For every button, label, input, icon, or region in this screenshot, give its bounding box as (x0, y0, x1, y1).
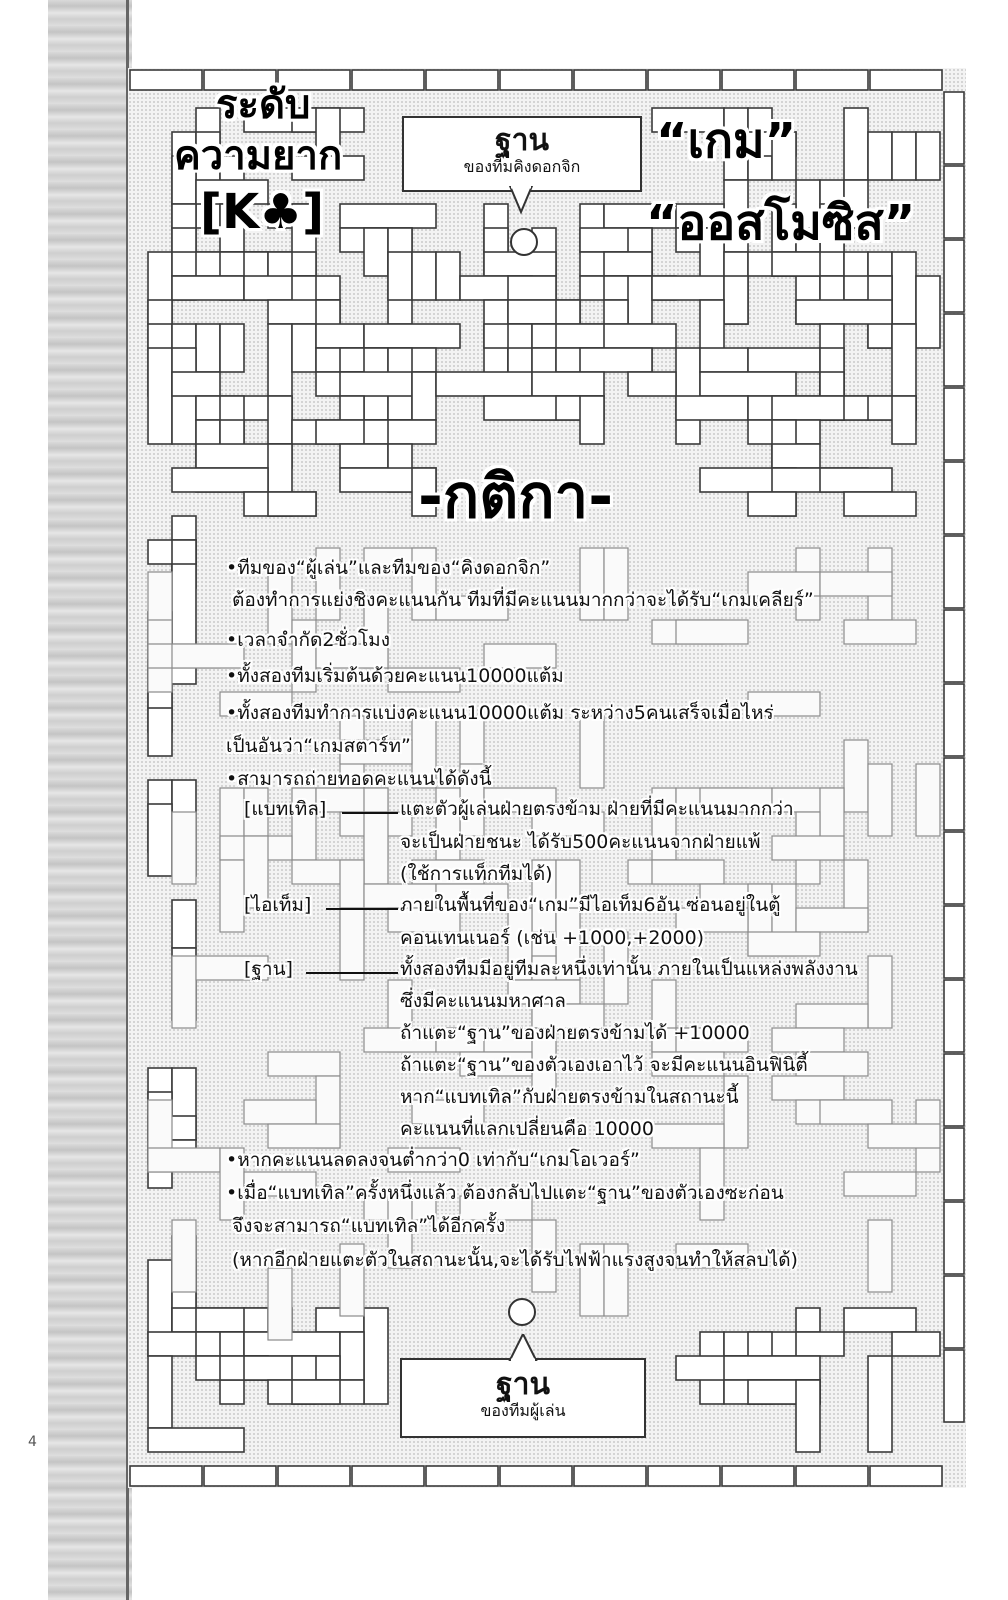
border-block (944, 684, 964, 756)
game-title-line1: “เกม” (656, 113, 797, 169)
container-block (916, 276, 940, 348)
background-container-block (844, 740, 868, 812)
top-base-pointer (506, 186, 536, 216)
base-tag: [ฐาน] (244, 958, 293, 980)
container-block (676, 396, 748, 420)
background-container-block (820, 1100, 892, 1124)
bottom-base-subtitle: ของทีมผู้เล่น (480, 1401, 566, 1420)
border-block (944, 1128, 964, 1200)
border-block (870, 70, 942, 90)
background-container-block (796, 908, 868, 932)
border-block (574, 1466, 646, 1486)
rule-5: •สามารถถ่ายทอดคะแนนได้ดังนี้ (226, 768, 492, 790)
game-title-line2: “ออสโมซิส” (646, 195, 916, 251)
border-block (944, 314, 964, 386)
page-number: 4 (28, 1434, 37, 1450)
container-block (748, 492, 796, 516)
background-container-block (652, 1124, 724, 1148)
background-container-block (820, 572, 892, 596)
base-line-3: ถ้าแตะ“ฐาน”ของฝ่ายตรงข้ามได้ +10000 (400, 1022, 750, 1044)
container-block (364, 228, 388, 276)
container-block (412, 252, 436, 300)
container-block (772, 444, 820, 468)
container-block (268, 396, 292, 444)
top-base-circle (510, 228, 538, 256)
background-container-block (868, 956, 892, 1028)
container-block (580, 348, 652, 372)
base-line-1: ทั้งสองทีมมีอยู่ทีมละหนึ่งเท่านั้น ภายในเป็นแหล่งพลังงาน (400, 958, 858, 980)
background-container-block (172, 812, 196, 884)
background-container-block (172, 1220, 196, 1292)
container-block (796, 1380, 820, 1452)
background-container-block (868, 764, 892, 836)
container-block (292, 1380, 340, 1404)
container-block (844, 108, 868, 180)
border-block (944, 1054, 964, 1126)
background-container-block (268, 1052, 340, 1076)
container-block (796, 1332, 844, 1356)
border-block (352, 1466, 424, 1486)
rule-1-line-2: ต้องทำการแย่งชิงคะแนนกัน ทีมที่มีคะแนนมากกว่าจะได้รับ“เกมเคลียร์” (232, 589, 814, 611)
container-block (340, 372, 412, 396)
container-block (628, 372, 676, 396)
border-block (944, 240, 964, 312)
container-block (532, 372, 604, 396)
item-dash (326, 908, 398, 910)
container-block (148, 348, 172, 444)
background-container-block (844, 620, 916, 644)
bottom-base-label-box (400, 1358, 646, 1438)
rule-4-line-1: •ทั้งสองทีมทำการแบ่งคะแนน10000แต้ม ระหว่าง5คนเสร็จเมื่อไหร่ (226, 702, 774, 724)
container-block (364, 324, 460, 348)
container-block (748, 348, 820, 372)
border-block (944, 92, 964, 164)
border-block (722, 1466, 794, 1486)
background-container-block (220, 860, 244, 932)
border-block (648, 70, 720, 90)
container-block (892, 396, 916, 444)
battle-line-1: แตะตัวผู้เล่นฝ่ายตรงข้าม ฝ่ายที่มีคะแนนมากกว่า (400, 798, 794, 820)
top-base-label-box (402, 116, 642, 192)
border-block (944, 906, 964, 978)
container-block (340, 204, 436, 228)
container-block (580, 396, 604, 444)
container-block (364, 1308, 388, 1404)
item-tag: [ไอเท็ม] (244, 894, 312, 916)
container-block (172, 900, 196, 948)
container-block (148, 804, 172, 876)
container-block (724, 276, 748, 324)
container-block (772, 252, 820, 276)
container-block (148, 708, 172, 756)
battle-dash (342, 812, 398, 814)
base-dash (306, 972, 398, 974)
base-line-2: ซึ่งมีคะแนนมหาศาล (400, 990, 566, 1012)
border-block (722, 70, 794, 90)
container-block (292, 324, 316, 372)
background-container-block (268, 1268, 292, 1340)
border-block (944, 1202, 964, 1274)
background-container-block (796, 1004, 868, 1028)
border-block (944, 388, 964, 460)
background-container-block (652, 860, 724, 884)
container-block (868, 132, 892, 180)
container-block (796, 300, 892, 324)
container-block (220, 324, 244, 372)
container-block (892, 252, 916, 324)
battle-line-3: (ใช้การแท็กทีมได้) (400, 863, 553, 885)
container-block (508, 276, 556, 300)
border-block (944, 610, 964, 682)
base-line-4: ถ้าแตะ“ฐาน”ของตัวเองเอาไว้ จะมีคะแนนอินฟินิตี้ (400, 1054, 808, 1076)
border-block (944, 980, 964, 1052)
rule-7-line-2: จึงจะสามารถ“แบทเทิล”ได้อีกครั้ง (232, 1215, 506, 1237)
border-block (426, 70, 498, 90)
border-block (944, 1276, 964, 1348)
background-container-block (340, 908, 364, 980)
container-block (844, 492, 916, 516)
container-block (340, 444, 388, 468)
top-base-subtitle: ของทีมคิงดอกจิก (463, 157, 581, 176)
difficulty-label-2: ความยาก (174, 133, 343, 179)
border-block (278, 1466, 350, 1486)
border-block (796, 1466, 868, 1486)
item-line-1: ภายในพื้นที่ของ“เกม”มีไอเท็ม6อัน ซ่อนอยู่ในตู้ (400, 894, 781, 916)
container-block (316, 324, 364, 348)
background-container-block (844, 1172, 916, 1196)
rule-7-line-3: (หากอีกฝ่ายแตะตัวในสถานะนั้น,จะได้รับไฟฟ้าแรงสูงจนทำให้สลบได้) (232, 1249, 798, 1271)
background-container-block (172, 956, 196, 1028)
border-block (426, 1466, 498, 1486)
border-block (944, 758, 964, 830)
difficulty-label: ระดับ (216, 82, 311, 128)
rule-1-line-1: •ทีมของ“ผู้เล่น”และทีมของ“คิงดอกจิก” (226, 557, 551, 579)
container-block (652, 276, 724, 300)
container-block (196, 324, 220, 372)
border-block (796, 70, 868, 90)
top-base-title: ฐาน (495, 123, 549, 158)
background-container-block (148, 1148, 220, 1172)
container-block (436, 252, 460, 300)
container-block (844, 1308, 916, 1332)
background-container-block (868, 1124, 940, 1148)
container-block (916, 132, 940, 180)
base-line-5: หาก“แบทเทิล”กับฝ่ายตรงข้ามในสถานะนี้ (400, 1086, 739, 1108)
container-block (892, 132, 916, 180)
battle-line-2: จะเป็นฝ่ายชนะ ได้รับ500คะแนนจากฝ่ายแพ้ (400, 831, 761, 853)
container-block (172, 468, 268, 492)
bottom-base-title: ฐาน (496, 1367, 550, 1402)
rule-3: •ทั้งสองทีมเริ่มต้นด้วยคะแนน10000แต้ม (226, 665, 564, 687)
border-block (500, 70, 572, 90)
rule-4-line-2: เป็นอันว่า“เกมสตาร์ท” (226, 735, 411, 757)
container-block (340, 1332, 364, 1380)
container-block (268, 492, 316, 516)
container-block (604, 252, 652, 276)
border-block (944, 462, 964, 534)
container-block (436, 372, 532, 396)
border-block (944, 536, 964, 608)
water-texture-margin (48, 0, 132, 1600)
rules-heading: -กติกา- (418, 462, 614, 532)
border-block (648, 1466, 720, 1486)
border-block (574, 70, 646, 90)
border-block (500, 1466, 572, 1486)
base-line-6: คะแนนที่แลกเปลี่ยนคือ 10000 (400, 1118, 654, 1140)
border-block (352, 70, 424, 90)
rule-6: •หากคะแนนลดลงจนต่ำกว่า0 เท่ากับ“เกมโอเวอร์” (226, 1149, 640, 1171)
container-block (700, 348, 748, 372)
background-container-block (364, 812, 388, 884)
container-block (892, 1332, 940, 1356)
background-container-block (676, 620, 748, 644)
border-block (870, 1466, 942, 1486)
border-block (130, 70, 202, 90)
container-block (388, 420, 436, 444)
background-container-block (244, 1100, 316, 1124)
container-block (724, 1356, 820, 1380)
container-block (820, 468, 892, 492)
container-block (604, 324, 676, 348)
container-block (412, 372, 436, 420)
container-block (868, 1356, 892, 1452)
background-container-block (868, 1220, 892, 1292)
container-block (388, 252, 412, 300)
container-block (148, 1356, 172, 1428)
difficulty-rank: [K♣] (200, 184, 325, 240)
border-block (944, 832, 964, 904)
container-block (172, 276, 244, 300)
bottom-base-pointer (508, 1334, 538, 1362)
container-block (148, 1428, 244, 1452)
border-block (944, 1350, 964, 1422)
rule-7-line-1: •เมื่อ“แบทเทิล”ครั้งหนึ่งแล้ว ต้องกลับไปแตะ“ฐาน”ของตัวเองซะก่อน (226, 1182, 784, 1204)
container-block (700, 372, 796, 396)
item-line-2: คอนเทนเนอร์ (เช่น +1000,+2000) (400, 927, 705, 949)
border-block (204, 1466, 276, 1486)
background-container-block (916, 764, 940, 836)
rule-2: •เวลาจำกัด2ชั่วโมง (226, 629, 390, 651)
border-block (944, 166, 964, 238)
border-block (130, 1466, 202, 1486)
background-container-block (772, 836, 844, 860)
battle-tag: [แบทเทิล] (244, 798, 327, 820)
container-block (172, 372, 220, 396)
bottom-base-circle (508, 1298, 536, 1326)
